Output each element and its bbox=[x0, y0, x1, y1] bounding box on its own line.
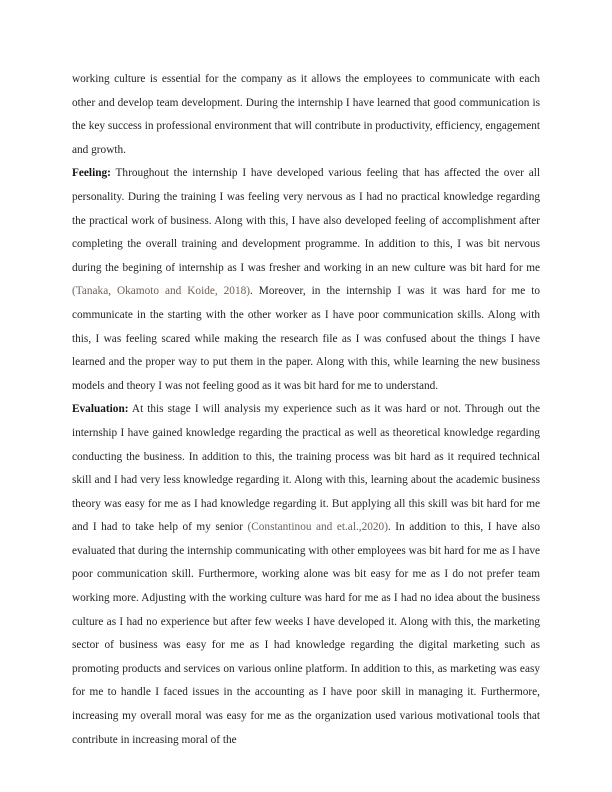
paragraph-feeling bbox=[72, 162, 540, 398]
body-text: working culture is essential for the company as it allows the employees to communicate with each other and develop team development. During the internship I have learned that good communication is the key success in professional environment that will contribute in productivity, efficiency, engagement and growth. bbox=[72, 73, 540, 156]
body-text: Throughout the internship I have developed various feeling that has affected the over all personality. During the training I was feeling very nervous as I had no practical knowledge regarding the practical work of business. Along with this, I have also developed feeling of accomplishment after completing the overall training and development programme. In addition to this, I was bit nervous during the begining of internship as I was fresher and working in an new culture was bit hard for me bbox=[72, 167, 540, 274]
body-text: . In addition to this, I have also evaluated that during the internship communicating with other employees was bit hard for me as I have poor communication skill. Furthermore, working alone was bit easy for me as I do not prefer team working more. Adjusting with the working culture was hard for me as I had no idea about the business culture as I had no experience but after few weeks I have developed it. Along with this, the marketing sector of business was easy for me as I had knowledge regarding the digital marketing such as promoting products and services on various online platform. In addition to this, as marketing was easy for me to handle I faced issues in the accounting as I have poor skill in managing it. Furthermore, increasing my overall moral was easy for me as the organization used various motivational tools that contribute in increasing moral of the bbox=[72, 521, 541, 746]
body-text: . Moreover, in the internship I was it was hard for me to communicate in the starting with the other worker as I have poor communication skills. Along with this, I was feeling scared while making the research file as I was confused about the things I have learned and the proper way to put them in the paper. Along with this, while learning the new business models and theory I was not feeling good as it was bit hard for me to understand. bbox=[72, 285, 540, 392]
inline-citation: (Tanaka, Okamoto and Koide, 2018) bbox=[72, 285, 250, 298]
text-column bbox=[72, 68, 540, 752]
inline-citation: (Constantinou and et.al.,2020) bbox=[247, 521, 388, 534]
section-heading: Feeling: bbox=[72, 167, 111, 180]
section-heading: Evaluation: bbox=[72, 403, 129, 416]
paragraph-evaluation bbox=[72, 398, 540, 752]
body-text: At this stage I will analysis my experience such as it was hard or not. Through out the internship I have gained knowledge regarding the practical as well as theoretical knowledge regarding conducting the business. In addition to this, the training process was bit hard as it required technical skill and I had very less knowledge regarding it. Along with this, learning about the academic business theory was easy for me as I had knowledge regarding it. But applying all this skill was bit hard for me and I had to take help of my senior bbox=[72, 403, 540, 534]
paragraph-working-culture bbox=[72, 68, 540, 162]
